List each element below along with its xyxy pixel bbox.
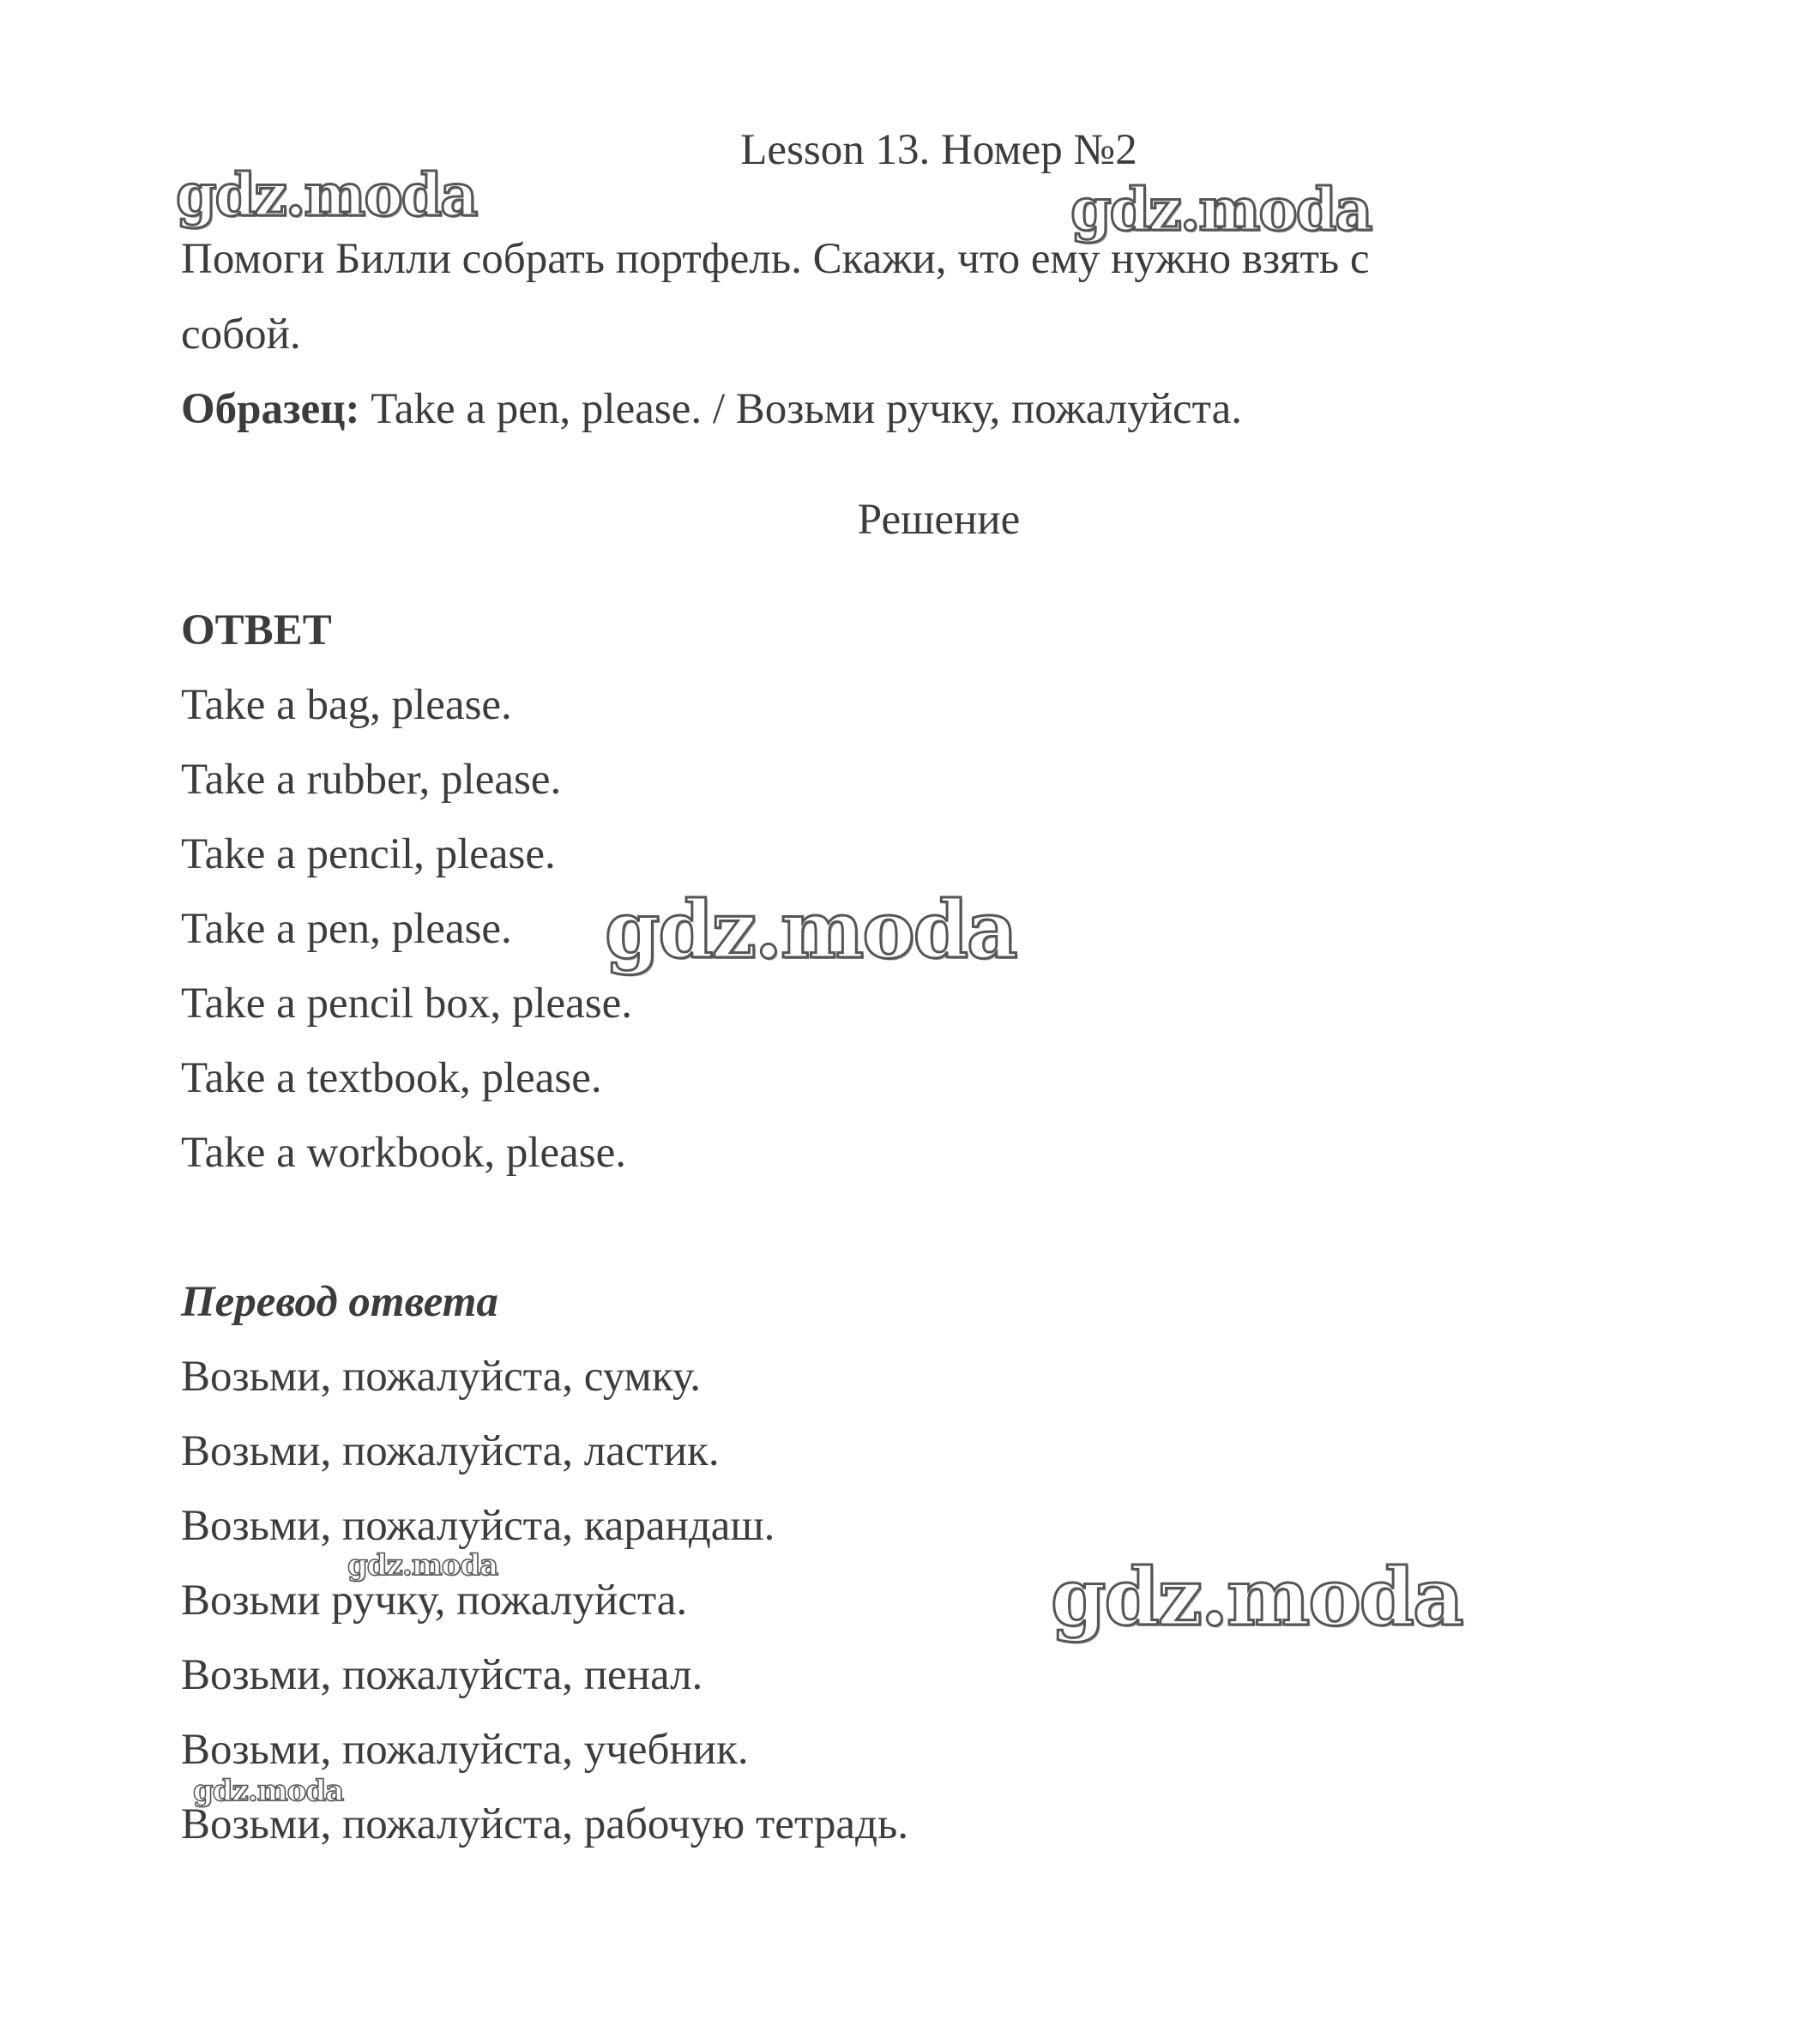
watermark-logo: gdz.moda xyxy=(1051,1551,1462,1643)
translation-line: Возьми ручку, пожалуйста. xyxy=(181,1577,688,1625)
answer-line: Take a textbook, please. xyxy=(181,1054,602,1102)
answer-line: Take a pencil box, please. xyxy=(181,980,633,1028)
watermark-logo: gdz.moda xyxy=(176,161,477,230)
watermark-logo: gdz.moda xyxy=(605,883,1016,976)
translation-line: Возьми, пожалуйста, рабочую тетрадь. xyxy=(181,1800,908,1848)
watermark-logo: gdz.moda xyxy=(1070,176,1372,244)
translation-heading: Перевод ответа xyxy=(181,1278,498,1326)
watermark-logo: gdz.moda xyxy=(193,1774,344,1808)
task-text-line-1: Помоги Билли собрать портфель. Скажи, что ему нужно взять с xyxy=(181,235,1370,283)
example-label: Образец: xyxy=(181,385,360,433)
answer-line: Take a pencil, please. xyxy=(181,830,556,878)
example-line xyxy=(181,383,1242,435)
task-text-line-2: собой. xyxy=(181,311,301,359)
answer-heading: ОТВЕТ xyxy=(181,606,332,654)
answer-line: Take a pen, please. xyxy=(181,905,512,953)
answer-line: Take a rubber, please. xyxy=(181,756,562,804)
translation-line: Возьми, пожалуйста, пенал. xyxy=(181,1651,703,1699)
translation-line: Возьми, пожалуйста, ластик. xyxy=(181,1427,720,1475)
translation-line: Возьми, пожалуйста, карандаш. xyxy=(181,1502,775,1550)
example-text: Take a pen, please. / Возьми ручку, пожалуйста. xyxy=(359,385,1242,433)
translation-line: Возьми, пожалуйста, учебник. xyxy=(181,1726,749,1774)
page-title: Lesson 13. Номер №2 xyxy=(740,126,1137,174)
solution-heading: Решение xyxy=(857,496,1021,544)
translation-line: Возьми, пожалуйста, сумку. xyxy=(181,1353,702,1401)
watermark-logo: gdz.moda xyxy=(347,1548,498,1583)
answer-line: Take a bag, please. xyxy=(181,681,512,729)
answer-line: Take a workbook, please. xyxy=(181,1129,626,1177)
